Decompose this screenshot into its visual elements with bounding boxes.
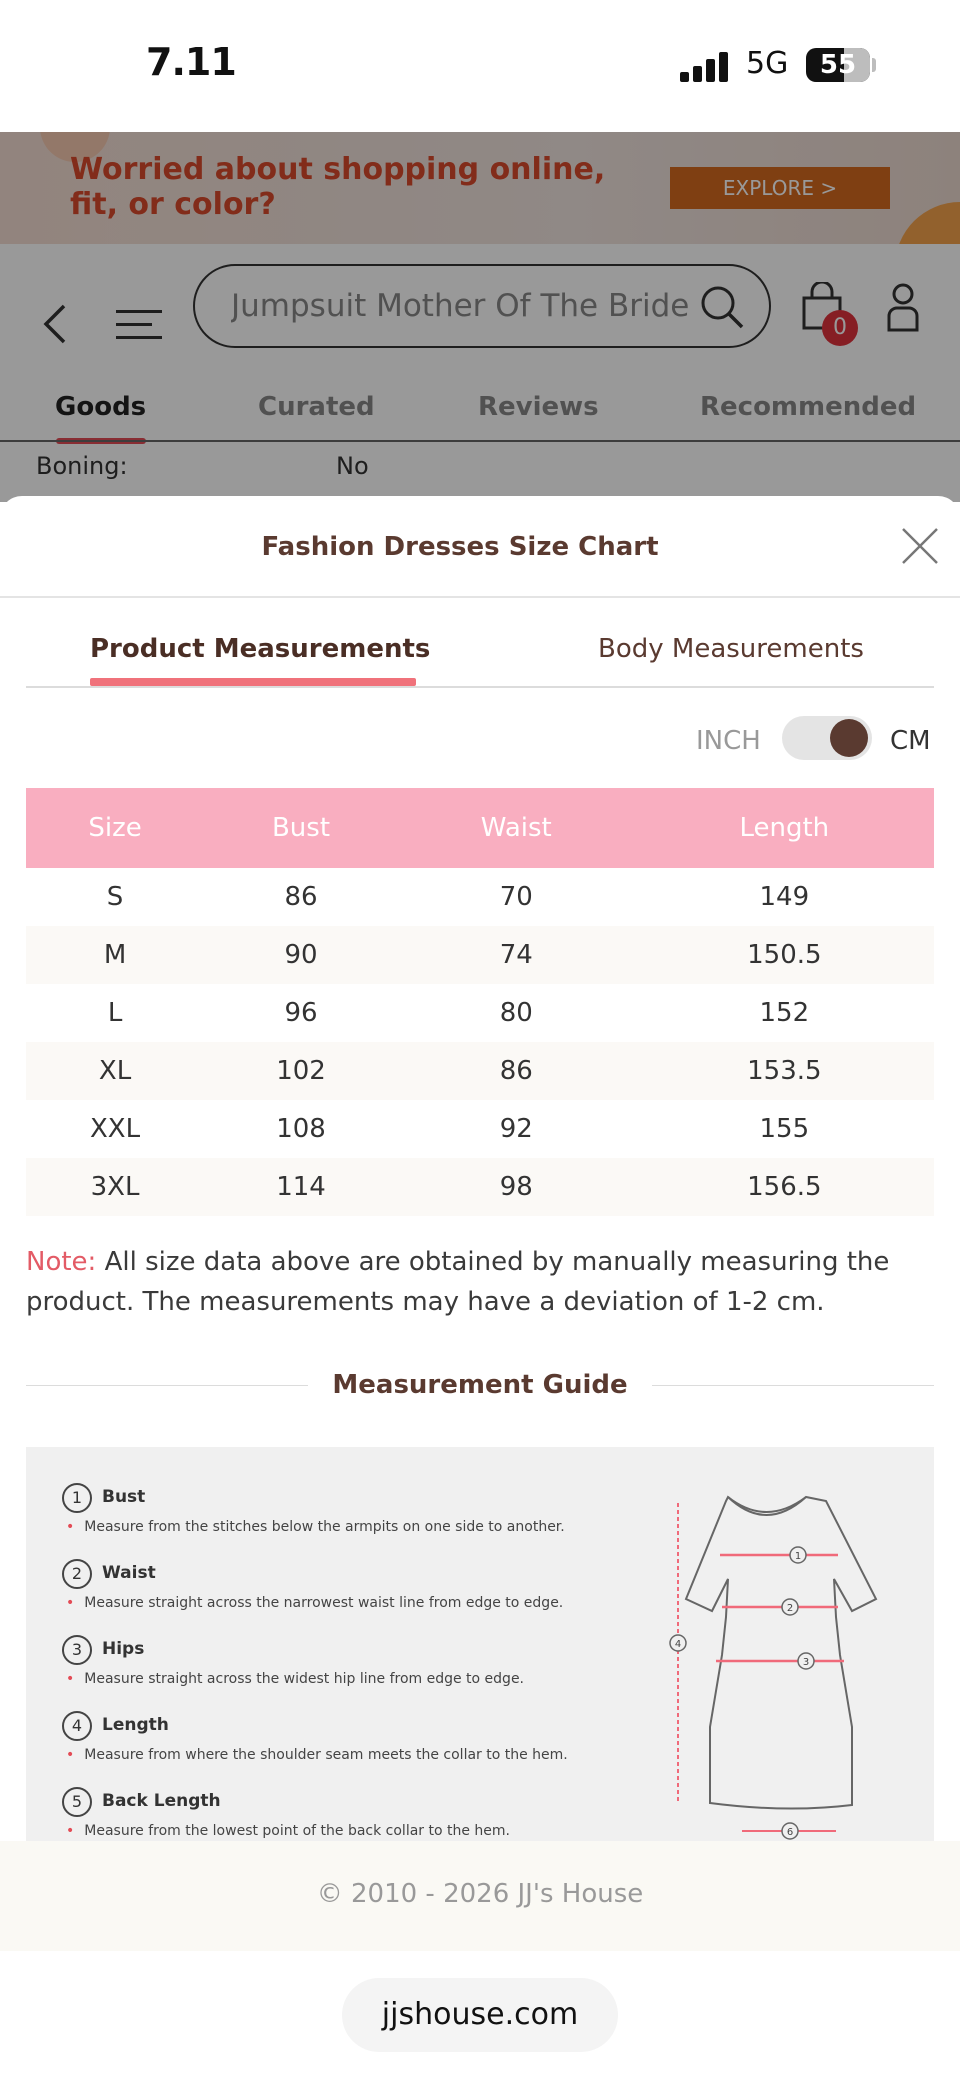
table-cell: L [107, 998, 123, 1028]
unit-cm-label[interactable]: CM [890, 726, 931, 756]
tab-goods[interactable]: Goods [55, 392, 147, 422]
guide-desc: • Measure straight across the narrowest waist line from edge to edge. [66, 1595, 563, 1611]
table-cell: 152 [759, 998, 810, 1028]
guide-number: 2 [62, 1559, 92, 1589]
guide-name: Bust [102, 1487, 146, 1507]
table-cell: 90 [204, 926, 398, 984]
table-cell: XXL [90, 1114, 141, 1144]
cart-count-badge: 0 [822, 310, 858, 346]
table-row [26, 984, 934, 1042]
modal-backdrop[interactable] [0, 132, 960, 502]
table-cell: 149 [759, 882, 810, 912]
toggle-knob [830, 719, 868, 757]
status-time: 7.11 [146, 40, 236, 84]
dress-outline [686, 1497, 876, 1809]
explore-button[interactable]: EXPLORE > [670, 167, 890, 209]
guide-number: 1 [62, 1483, 92, 1513]
marker-label: 1 [794, 1551, 802, 1562]
battery-icon [806, 48, 870, 82]
column-header: Size [26, 788, 204, 868]
browser-url-bar[interactable]: jjshouse.com [342, 1978, 618, 2052]
copyright-text: © 2010 - 2026 JJ's House [316, 1879, 644, 1909]
guide-number: 4 [62, 1711, 92, 1741]
measurement-note [26, 1242, 934, 1322]
site-footer [0, 1841, 960, 1951]
table-row [26, 1100, 934, 1158]
close-icon[interactable] [900, 526, 940, 566]
spec-value: No [336, 452, 369, 480]
table-cell: M [26, 926, 204, 984]
guide-name: Hips [102, 1639, 145, 1659]
table-cell: 70 [499, 882, 533, 912]
size-chart-sheet [0, 496, 960, 1841]
note-text: All size data above are obtained by manually measuring the product. The measurements may have a deviation of 1-2 cm. [26, 1247, 890, 1317]
marker-label: 6 [786, 1827, 794, 1838]
active-seg-underline [90, 678, 416, 686]
network-type: 5G [746, 46, 789, 81]
table-cell: 156.5 [635, 1158, 934, 1216]
table-cell: 114 [204, 1158, 398, 1216]
guide-name: Back Length [102, 1791, 221, 1811]
column-header: Waist [398, 788, 635, 868]
cellular-signal-icon [680, 52, 732, 82]
table-cell: 153.5 [635, 1042, 934, 1100]
guide-number: 3 [62, 1635, 92, 1665]
table-cell: 102 [204, 1042, 398, 1100]
sheet-divider [0, 596, 960, 598]
seg-divider [26, 686, 934, 688]
tab-product-measurements[interactable]: Product Measurements [90, 634, 431, 664]
unit-toggle[interactable] [782, 716, 872, 760]
table-header-row [26, 788, 934, 868]
size-table [26, 788, 934, 1216]
dress-diagram [656, 1487, 916, 1841]
guide-divider-right [652, 1385, 934, 1386]
table-cell: 108 [276, 1114, 326, 1144]
column-header: Length [635, 788, 934, 868]
table-row [26, 868, 934, 926]
table-cell: 86 [284, 882, 318, 912]
table-row [26, 1042, 934, 1100]
status-bar [0, 0, 960, 132]
sheet-title: Fashion Dresses Size Chart [261, 532, 659, 562]
guide-name: Length [102, 1715, 169, 1735]
tab-reviews[interactable]: Reviews [478, 392, 599, 422]
tab-recommended[interactable]: Recommended [700, 392, 917, 422]
table-row [26, 926, 934, 984]
table-row [26, 1158, 934, 1216]
table-cell: 3XL [26, 1158, 204, 1216]
guide-desc: • Measure from the stitches below the armpits on one side to another. [66, 1519, 565, 1535]
table-cell: S [106, 882, 124, 912]
unit-inch-label[interactable]: INCH [696, 726, 761, 756]
table-cell: 98 [398, 1158, 635, 1216]
browser-bottom-bar [0, 1951, 960, 2081]
table-cell: 92 [499, 1114, 533, 1144]
table-cell: 86 [398, 1042, 635, 1100]
table-cell: 155 [759, 1114, 810, 1144]
table-cell: 150.5 [635, 926, 934, 984]
search-value: Jumpsuit Mother Of The Bride [231, 288, 690, 324]
note-label: Note: [26, 1247, 97, 1277]
marker-label: 3 [802, 1657, 810, 1668]
tab-body-measurements[interactable]: Body Measurements [598, 634, 864, 664]
table-cell: 80 [499, 998, 533, 1028]
guide-name: Waist [102, 1563, 156, 1583]
table-cell: XL [26, 1042, 204, 1100]
battery-level: 55 [819, 50, 857, 80]
measurement-guide-image [26, 1447, 934, 1841]
battery-cap [872, 58, 876, 72]
column-header: Bust [204, 788, 398, 868]
tab-curated[interactable]: Curated [258, 392, 375, 422]
table-cell: 74 [398, 926, 635, 984]
guide-desc: • Measure from the lowest point of the back collar to the hem. [66, 1823, 510, 1839]
guide-desc: • Measure straight across the widest hip line from edge to edge. [66, 1671, 524, 1687]
guide-title: Measurement Guide [332, 1370, 628, 1400]
guide-desc: • Measure from where the shoulder seam meets the collar to the hem. [66, 1747, 568, 1763]
spec-label: Boning: [36, 452, 128, 480]
marker-label: 2 [786, 1603, 794, 1614]
banner-text: Worried about shopping online, fit, or color? [70, 152, 606, 222]
table-cell: 96 [284, 998, 318, 1028]
marker-label: 4 [674, 1639, 682, 1650]
guide-number: 5 [62, 1787, 92, 1817]
